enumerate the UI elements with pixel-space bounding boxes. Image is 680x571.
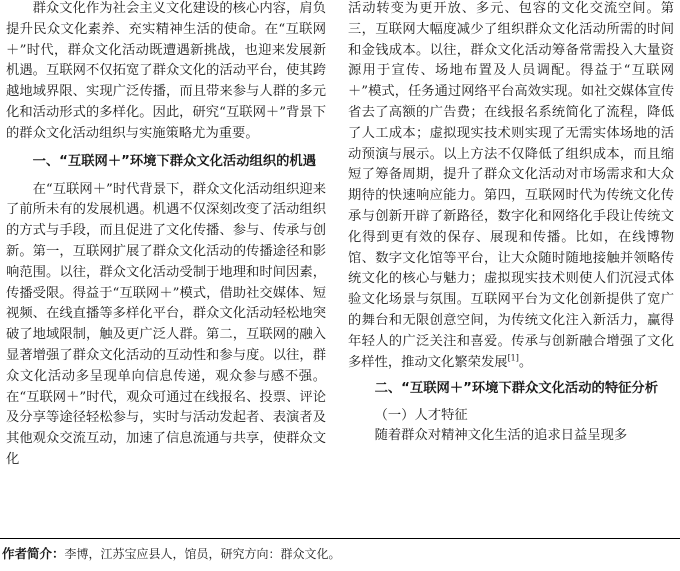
citation-reference: [1] <box>507 353 519 363</box>
footnote-divider <box>0 538 680 539</box>
section-2-paragraph: 随着群众对精神文化生活的追求日益呈现多 <box>374 428 628 444</box>
footnote-text: 李博，江苏宝应县人，馆员，研究方向：群众文化。 <box>64 547 341 561</box>
intro-paragraph: 群众文化作为社会主义文化建设的核心内容，肩负提升民众文化素养、充实精神生活的使命。在“互联网＋”时代，群众文化活动既遭遇新挑战，也迎来发展新机遇。互联网不仅拓宽了群众文化的活动平台，使其跨越地域界限、实现广泛传播，而且带来参与人群的多元化和活动形式的多样化。因此，研究“互联网＋”背景下的群众文化活动组织与实施策略尤为重要。 <box>6 1 326 141</box>
section-1-paragraph: 在“互联网＋”时代背景下，群众文化活动组织迎来了前所未有的发展机遇。机遇不仅深刻改变了活动组织的方式与手段，而且促进了文化传播、参与、传承与创新。第一，互联网扩展了群众文化活动的传播途径和影响范围。以往，群众文化活动受制于地理和时间因素，传播受限。得益于“互联网＋”模式，借助社交媒体、短视频、在线直播等多样化平台，群众文化活动轻松地突破了地域限制，触及更广泛人群。第二，互联网的融入显著增强了群众文化活动的互动性和参与度。以往，群众文化活动多呈现单向信息传递，观众参与感不强。在“互联网＋”时代，观众可通过在线报名、投票、评论及分享等途径轻松参与，实时与活动发起者、表演者及其他观众交流互动，加速了信息流通与共享，使群众文化 <box>6 181 326 467</box>
section-1-paragraph-continued <box>348 0 674 373</box>
section-heading-2: 二、“互联网＋”环境下群众文化活动的特征分析 <box>374 381 659 397</box>
paragraph-end: 。 <box>518 354 533 370</box>
right-column <box>348 0 674 447</box>
paragraph-text: 活动转变为更开放、多元、包容的文化交流空间。第三，互联网大幅度减少了组织群众文化活动所需的时间和金钱成本。以往，群众文化活动筹备常需投入大量资源用于宣传、场地布置及人员调配。得益于“互联网＋”模式，任务通过网络平台高效实现。如社交媒体宣传省去了高额的广告费；在线报名系统简化了流程，降低了人工成本；虚拟现实技术则实现了无需实体场地的活动预演与展示。以上方法不仅降低了组织成本，而且缩短了筹备周期，提升了群众文化活动对市场需求和大众期待的快速响应能力。第四，互联网时代为传统文化传承与创新开辟了新路径，数字化和网络化手段让传统文化得到更有效的保存、展现和传播。比如，在线博物馆、数字文化馆等平台，让大众随时随地接触并领略传统文化的核心与魅力；虚拟现实技术则使人们沉浸式体验文化场景与氛围。互联网平台为文化创新提供了宽广的舞台和无限创意空间，为传统文化注入新活力，赢得年轻人的广泛关注和喜爱。传承与创新融合增强了文化多样性，推动文化繁荣发展 <box>348 1 674 370</box>
subsection-heading-talent: （一）人才特征 <box>374 408 468 424</box>
section-heading-1: 一、“互联网＋”环境下群众文化活动组织的机遇 <box>32 153 317 169</box>
left-column <box>6 0 326 471</box>
footnote-label: 作者简介： <box>2 546 65 561</box>
author-footnote <box>2 544 341 564</box>
